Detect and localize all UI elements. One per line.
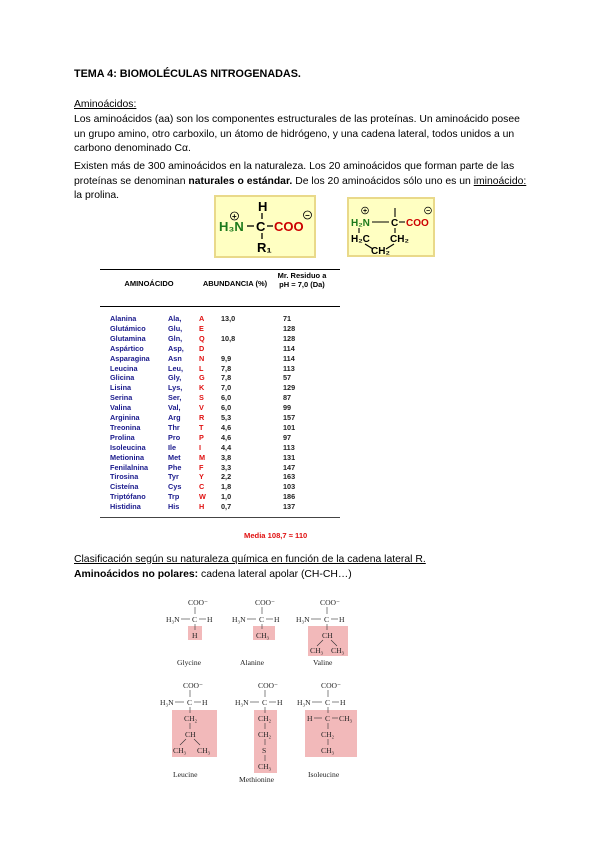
cell-name: Histidina bbox=[110, 502, 141, 512]
cell-name: Aspártico bbox=[110, 343, 144, 353]
glycine-c: C bbox=[192, 615, 198, 624]
isoleucine-structure bbox=[297, 681, 357, 779]
cell-abbrev3: Gly, bbox=[168, 373, 182, 383]
cell-mr: 186 bbox=[283, 492, 296, 502]
para2-text-b: De los 20 aminoácidos sólo uno es un bbox=[292, 175, 474, 187]
proline-ch2-bottom: CH₂ bbox=[371, 246, 390, 255]
proline-ch2-right: CH₂ bbox=[390, 234, 409, 245]
cell-abbrev1: T bbox=[199, 422, 204, 432]
alanine-c: C bbox=[259, 615, 265, 624]
isoleucine-coo: COO⁻ bbox=[321, 681, 342, 690]
valine-label: Valine bbox=[313, 658, 333, 667]
cell-abbrev1: C bbox=[199, 482, 205, 492]
proline-structure-svg bbox=[349, 199, 433, 255]
cell-abbrev1: F bbox=[199, 462, 204, 472]
valine-c: C bbox=[324, 615, 330, 624]
cell-abbrev1: G bbox=[199, 373, 205, 383]
nonpolar-line bbox=[74, 568, 352, 583]
cell-name: Prolina bbox=[110, 432, 135, 442]
cell-mr: 163 bbox=[283, 472, 296, 482]
header-aminoacido: AMINOÁCIDO bbox=[124, 279, 174, 288]
proline-structure bbox=[347, 197, 435, 257]
table-row bbox=[100, 482, 340, 492]
leucine-ch3-left: CH₃ bbox=[173, 746, 187, 755]
methionine-c: C bbox=[262, 698, 268, 707]
cell-abbrev3: Ser, bbox=[168, 393, 182, 403]
cell-abbrev1: E bbox=[199, 323, 204, 333]
para2-underlined: iminoácido: bbox=[473, 175, 527, 187]
table-row bbox=[100, 433, 340, 443]
side-chain-r: R₁ bbox=[257, 240, 272, 255]
alanine-h: H bbox=[274, 615, 280, 624]
cell-abundance: 3,3 bbox=[221, 462, 232, 472]
alanine-label: Alanine bbox=[240, 658, 265, 667]
isoleucine-h: H bbox=[340, 698, 346, 707]
cell-abbrev3: Lys, bbox=[168, 383, 183, 393]
general-amino-acid-structure bbox=[214, 195, 316, 258]
cell-name: Leucina bbox=[110, 363, 138, 373]
table-row bbox=[100, 413, 340, 423]
table-row bbox=[100, 453, 340, 463]
cell-mr: 101 bbox=[283, 422, 296, 432]
cell-abundance: 4,6 bbox=[221, 422, 232, 432]
cell-abbrev1: S bbox=[199, 393, 204, 403]
cell-abbrev3: Met bbox=[168, 452, 181, 462]
media-value: Media 108,7 ≈ 110 bbox=[244, 531, 308, 540]
cell-abbrev3: Glu, bbox=[168, 323, 183, 333]
cell-name: Tirosina bbox=[110, 472, 139, 482]
cell-mr: 114 bbox=[283, 343, 295, 353]
cell-mr: 129 bbox=[283, 383, 296, 393]
general-structure-svg bbox=[216, 197, 314, 256]
cell-abundance: 9,9 bbox=[221, 353, 232, 363]
alanine-coo: COO⁻ bbox=[255, 598, 276, 607]
cell-abbrev3: Arg bbox=[168, 413, 181, 422]
leucine-label: Leucine bbox=[173, 770, 198, 779]
cell-abbrev1: Y bbox=[199, 472, 204, 482]
cell-name: Alanina bbox=[110, 314, 137, 323]
cell-name: Cisteína bbox=[110, 482, 139, 492]
cell-abbrev3: Leu, bbox=[168, 363, 183, 373]
glycine-label: Glycine bbox=[177, 658, 202, 667]
cell-abundance: 5,3 bbox=[221, 413, 232, 422]
valine-structure bbox=[296, 598, 348, 667]
table-row bbox=[100, 364, 340, 374]
cell-abbrev1: R bbox=[199, 413, 205, 422]
cell-name: Isoleucina bbox=[110, 442, 146, 452]
cell-mr: 87 bbox=[283, 393, 292, 403]
proline-alpha-carbon: C bbox=[391, 218, 399, 229]
cell-name: Triptófano bbox=[110, 492, 146, 502]
table-row bbox=[100, 492, 340, 502]
cell-abbrev1: L bbox=[199, 363, 204, 373]
table-row bbox=[100, 443, 340, 453]
cell-abbrev1: P bbox=[199, 432, 204, 442]
valine-h: H bbox=[339, 615, 345, 624]
isoleucine-ch3: CH₃ bbox=[321, 746, 335, 755]
cell-abbrev1: W bbox=[199, 492, 206, 502]
valine-ch3-left: CH₃ bbox=[310, 646, 324, 655]
table-row bbox=[100, 423, 340, 433]
cell-abundance: 6,0 bbox=[221, 403, 232, 413]
table-row bbox=[100, 472, 340, 482]
cell-abundance: 4,6 bbox=[221, 432, 232, 442]
leucine-structure bbox=[160, 681, 217, 779]
amino-group: H₃N bbox=[219, 219, 244, 234]
cell-abbrev3: Trp bbox=[168, 492, 180, 502]
cell-name: Glutámico bbox=[110, 323, 146, 333]
methionine-coo: COO⁻ bbox=[258, 681, 279, 690]
glycine-h3n: H₃N bbox=[166, 615, 180, 624]
leucine-coo: COO⁻ bbox=[183, 681, 204, 690]
isoleucine-c-branch: C bbox=[325, 714, 331, 723]
methionine-s: S bbox=[262, 746, 267, 755]
cell-abundance: 6,0 bbox=[221, 393, 232, 403]
cell-name: Serina bbox=[110, 393, 133, 403]
cell-abbrev3: Ile bbox=[168, 442, 177, 452]
table-row bbox=[100, 324, 340, 334]
cell-name: Metionina bbox=[110, 452, 145, 462]
cell-name: Fenilalnina bbox=[110, 462, 149, 472]
methionine-ch2-b: CH₂ bbox=[258, 730, 272, 739]
cell-abbrev3: Phe bbox=[168, 462, 182, 472]
cell-mr: 131 bbox=[283, 452, 296, 462]
leucine-h: H bbox=[202, 698, 208, 707]
paragraph-definition: Los aminoácidos (aa) son los componentes estructurales de las proteínas. Un aminoácido posee un grupo amino, otro carboxilo, un átomo de hidrógeno, y una cadena lateral, todos unidos a un carbono denominado Cα. bbox=[74, 114, 520, 155]
cell-abbrev1: D bbox=[199, 343, 205, 353]
proline-carboxyl: COO bbox=[406, 218, 429, 229]
methionine-structure bbox=[235, 681, 283, 784]
cell-name: Glicina bbox=[110, 373, 135, 383]
alanine-ch3: CH₃ bbox=[256, 631, 270, 640]
minus-charge: − bbox=[305, 211, 310, 220]
para2-text-a: Existen más de 300 aminoácidos en la naturaleza. Los 20 aminoácidos que forman parte de las proteínas se denominan bbox=[74, 161, 515, 187]
valine-coo: COO⁻ bbox=[320, 598, 341, 607]
cell-abbrev1: M bbox=[199, 452, 206, 462]
table-row bbox=[100, 344, 340, 354]
cell-abundance: 10,8 bbox=[221, 333, 236, 343]
valine-ch: CH bbox=[322, 631, 333, 640]
methionine-label: Methionine bbox=[239, 775, 275, 784]
methionine-ch3: CH₃ bbox=[258, 762, 272, 771]
carboxyl-group: COO bbox=[274, 219, 304, 234]
cell-abbrev3: Gln, bbox=[168, 333, 183, 343]
cell-name: Asparagina bbox=[110, 353, 150, 363]
leucine-ch3-right: CH₃ bbox=[197, 746, 211, 755]
cell-abundance: 13,0 bbox=[221, 314, 236, 323]
cell-name: Glutamina bbox=[110, 333, 146, 343]
cell-name: Lisina bbox=[110, 383, 132, 393]
leucine-c: C bbox=[187, 698, 193, 707]
alanine-h3n: H₃N bbox=[232, 615, 246, 624]
cell-abbrev3: Thr bbox=[168, 422, 180, 432]
para2-text-c: la prolina. bbox=[74, 190, 120, 202]
isoleucine-h-branch: H bbox=[307, 714, 313, 723]
methionine-h: H bbox=[277, 698, 283, 707]
isoleucine-c: C bbox=[325, 698, 331, 707]
header-abundancia: ABUNDANCIA (%) bbox=[202, 279, 268, 288]
page-title: TEMA 4: BIOMOLÉCULAS NITROGENADAS. bbox=[74, 68, 301, 80]
cell-mr: 137 bbox=[283, 502, 296, 512]
table-row bbox=[100, 502, 340, 512]
isoleucine-h3n: H₃N bbox=[297, 698, 311, 707]
cell-mr: 103 bbox=[283, 482, 296, 492]
cell-mr: 114 bbox=[283, 353, 295, 363]
alpha-carbon: C bbox=[256, 219, 266, 234]
cell-abbrev1: K bbox=[199, 383, 205, 393]
nonpolar-text: cadena lateral apolar (CH-CH…) bbox=[198, 569, 352, 580]
cell-abundance: 7,0 bbox=[221, 383, 232, 393]
section-heading-clasificacion: Clasificación según su naturaleza química en función de la cadena lateral R. bbox=[74, 554, 426, 565]
cell-abbrev3: Ala, bbox=[168, 314, 182, 323]
cell-abundance: 4,4 bbox=[221, 442, 232, 452]
leucine-ch2: CH₂ bbox=[184, 714, 198, 723]
cell-mr: 147 bbox=[283, 462, 296, 472]
table-row bbox=[100, 463, 340, 473]
cell-mr: 128 bbox=[283, 323, 296, 333]
cell-abundance: 3,8 bbox=[221, 452, 232, 462]
cell-abbrev3: Pro bbox=[168, 432, 181, 442]
alanine-structure bbox=[232, 598, 280, 667]
nonpolar-bold: Aminoácidos no polares: bbox=[74, 569, 199, 580]
isoleucine-ch3-branch: CH₃ bbox=[339, 714, 353, 723]
cell-mr: 57 bbox=[283, 373, 292, 383]
header-mr-residuo: Mr. Residuo a pH = 7,0 (Da) bbox=[277, 271, 327, 289]
cell-mr: 113 bbox=[283, 363, 295, 373]
cell-abundance: 7,8 bbox=[221, 363, 232, 373]
cell-mr: 71 bbox=[283, 314, 292, 323]
cell-name: Treonina bbox=[110, 422, 141, 432]
glycine-structure bbox=[166, 598, 213, 667]
cell-abundance: 0,7 bbox=[221, 502, 232, 512]
glycine-h-r: H bbox=[192, 631, 198, 640]
cell-abbrev1: V bbox=[199, 403, 204, 413]
valine-h3n: H₃N bbox=[296, 615, 310, 624]
table-row bbox=[100, 334, 340, 344]
leucine-ch: CH bbox=[185, 730, 196, 739]
cell-abundance: 1,0 bbox=[221, 492, 232, 502]
cell-mr: 97 bbox=[283, 432, 292, 442]
cell-abbrev1: A bbox=[199, 314, 205, 323]
proline-plus: + bbox=[363, 208, 368, 215]
cell-abbrev1: N bbox=[199, 353, 205, 363]
cell-abundance: 1,8 bbox=[221, 482, 232, 492]
amino-acid-table bbox=[100, 266, 340, 542]
cell-abbrev3: Cys bbox=[168, 482, 182, 492]
cell-abbrev1: I bbox=[199, 442, 202, 452]
table-row bbox=[100, 403, 340, 413]
cell-abbrev3: Asp, bbox=[168, 343, 184, 353]
glycine-coo: COO⁻ bbox=[188, 598, 209, 607]
table-row bbox=[100, 373, 340, 383]
nonpolar-structures bbox=[150, 592, 370, 792]
table-row bbox=[100, 314, 340, 324]
cell-abbrev3: Asn bbox=[168, 353, 182, 363]
para2-bold: naturales o estándar. bbox=[188, 175, 293, 187]
leucine-h3n: H₃N bbox=[160, 698, 174, 707]
alpha-h: H bbox=[258, 199, 268, 214]
table-row bbox=[100, 393, 340, 403]
methionine-ch2-a: CH₂ bbox=[258, 714, 272, 723]
valine-ch3-right: CH₃ bbox=[331, 646, 345, 655]
cell-mr: 99 bbox=[283, 403, 292, 413]
proline-minus: − bbox=[426, 208, 431, 215]
cell-abundance: 2,2 bbox=[221, 472, 232, 482]
proline-amino: H₂N bbox=[351, 218, 370, 229]
cell-name: Valina bbox=[110, 403, 132, 413]
table-row bbox=[100, 354, 340, 364]
cell-abundance: 7,8 bbox=[221, 373, 232, 383]
cell-name: Arginina bbox=[110, 413, 140, 422]
cell-mr: 113 bbox=[283, 442, 295, 452]
cell-abbrev3: His bbox=[168, 502, 180, 512]
methionine-h3n: H₃N bbox=[235, 698, 249, 707]
isoleucine-label: Isoleucine bbox=[308, 770, 340, 779]
isoleucine-ch2: CH₂ bbox=[321, 730, 335, 739]
cell-mr: 128 bbox=[283, 333, 296, 343]
cell-mr: 157 bbox=[283, 413, 296, 422]
table-row bbox=[100, 383, 340, 393]
cell-abbrev3: Val, bbox=[168, 403, 181, 413]
cell-abbrev1: Q bbox=[199, 333, 205, 343]
proline-h2c: H₂C bbox=[351, 234, 370, 245]
cell-abbrev3: Tyr bbox=[168, 472, 179, 482]
glycine-h-right: H bbox=[207, 615, 213, 624]
cell-abbrev1: H bbox=[199, 502, 205, 512]
section-heading-aminoacidos: Aminoácidos: bbox=[74, 99, 137, 110]
plus-charge: + bbox=[232, 212, 237, 221]
